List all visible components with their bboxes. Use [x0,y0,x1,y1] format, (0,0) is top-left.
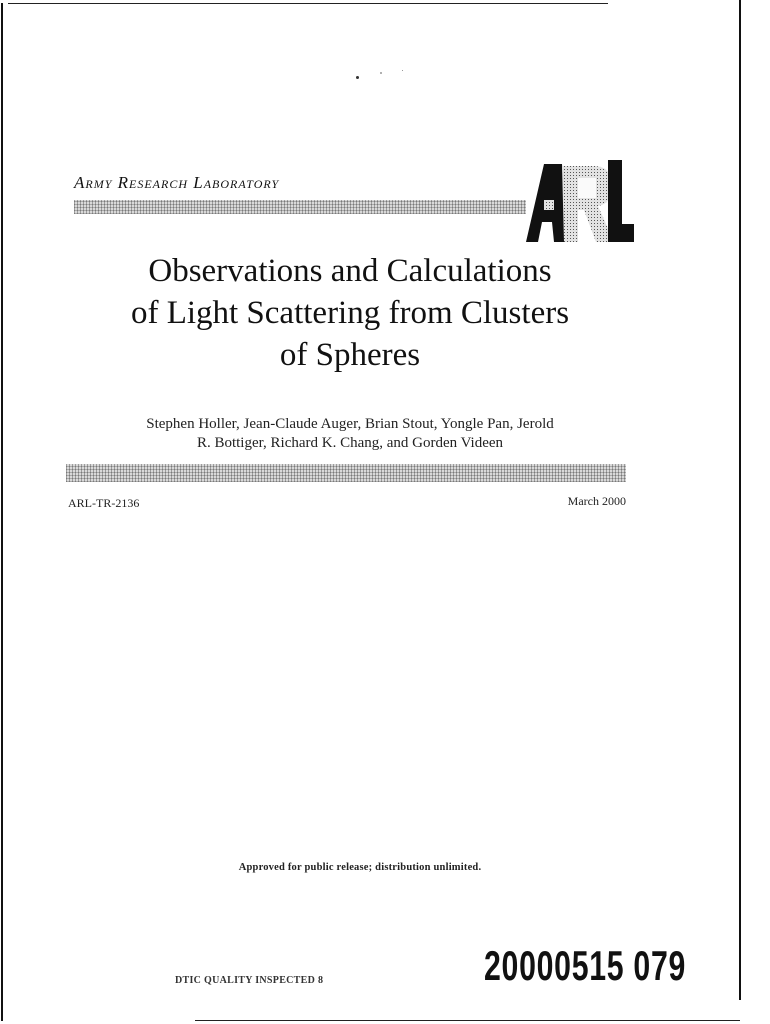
scan-edge-right [739,0,741,1000]
title-line: of Light Scattering from Clusters [130,295,570,331]
scan-edge-left [1,3,3,1021]
author-line: Stephen Holler, Jean-Claude Auger, Brian Stout, Yongle Pan, Jerold [146,416,554,432]
author-list [70,415,630,453]
arl-logo-icon [522,160,634,242]
scan-edge-top [8,3,608,4]
scan-edge-bottom [195,1020,740,1021]
report-title [60,250,640,376]
laboratory-name: Army Research Laboratory [74,173,280,192]
report-date: March 2000 [567,494,626,508]
distribution-statement: Approved for public release; distribution unlimited. [238,862,482,873]
dtic-quality-stamp: DTIC QUALITY INSPECTED 8 [175,975,324,986]
section-rule [66,464,626,482]
scan-speck [380,72,382,74]
author-line: R. Bottiger, Richard K. Chang, and Gorden Videen [196,435,504,451]
report-number: ARL-TR-2136 [68,496,140,510]
title-line: of Spheres [279,337,421,373]
scan-speck [356,76,359,79]
scan-speck [402,70,403,71]
title-line: Observations and Calculations [148,253,552,289]
header-rule [74,200,526,214]
accession-number: 20000515 079 [484,942,687,989]
